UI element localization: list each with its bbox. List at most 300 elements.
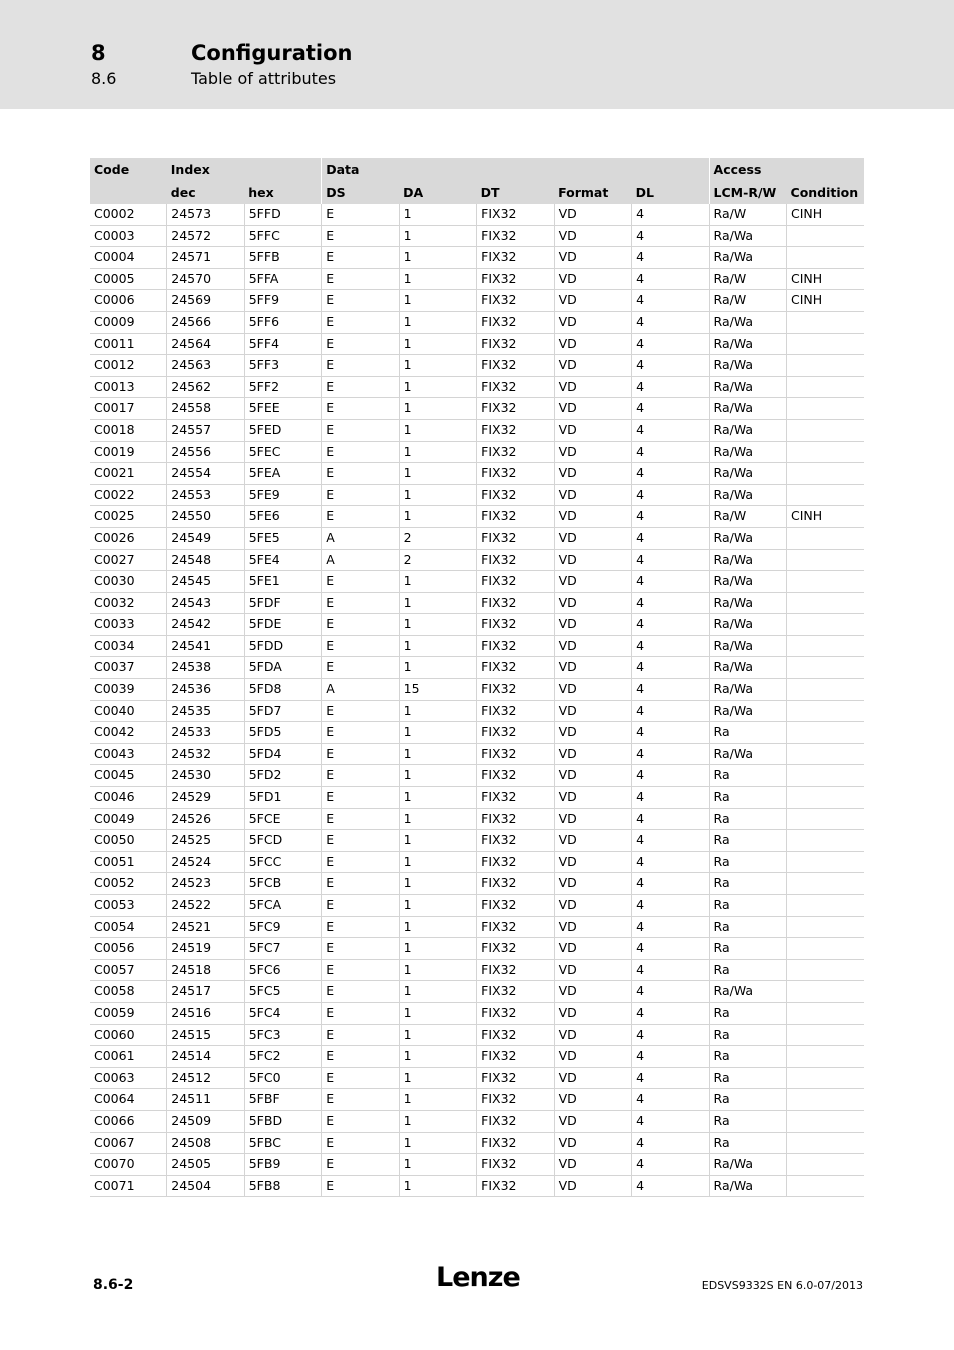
- cell-dec: 24518: [167, 959, 244, 981]
- cell-dt: FIX32: [477, 1110, 554, 1132]
- table-sub-header-row: [90, 181, 864, 204]
- cell-ds: E: [322, 247, 399, 269]
- cell-format: VD: [554, 679, 631, 701]
- cell-format: VD: [554, 268, 631, 290]
- cell-dl: 4: [632, 916, 709, 938]
- cell-dec: 24509: [167, 1110, 244, 1132]
- cell-dt: FIX32: [477, 614, 554, 636]
- cell-dl: 4: [632, 1067, 709, 1089]
- cell-dl: 4: [632, 506, 709, 528]
- cell-format: VD: [554, 1067, 631, 1089]
- cell-lcm-rw: Ra: [709, 895, 786, 917]
- cell-format: VD: [554, 1175, 631, 1197]
- cell-dt: FIX32: [477, 1046, 554, 1068]
- cell-hex: 5FDA: [244, 657, 321, 679]
- table-row: [90, 527, 864, 549]
- cell-dt: FIX32: [477, 938, 554, 960]
- cell-ds: E: [322, 355, 399, 377]
- cell-dt: FIX32: [477, 311, 554, 333]
- cell-dec: 24572: [167, 225, 244, 247]
- cell-hex: 5FCA: [244, 895, 321, 917]
- header-data-spacer: [554, 158, 631, 181]
- cell-condition: [787, 398, 864, 420]
- cell-hex: 5FC2: [244, 1046, 321, 1068]
- cell-condition: [787, 1154, 864, 1176]
- cell-format: VD: [554, 830, 631, 852]
- cell-dec: 24516: [167, 1002, 244, 1024]
- cell-format: VD: [554, 895, 631, 917]
- cell-ds: E: [322, 787, 399, 809]
- cell-ds: E: [322, 765, 399, 787]
- cell-dec: 24521: [167, 916, 244, 938]
- cell-ds: E: [322, 592, 399, 614]
- cell-code: C0060: [90, 1024, 167, 1046]
- cell-dl: 4: [632, 808, 709, 830]
- cell-lcm-rw: Ra/W: [709, 506, 786, 528]
- cell-hex: 5FCE: [244, 808, 321, 830]
- cell-lcm-rw: Ra/Wa: [709, 1175, 786, 1197]
- cell-dt: FIX32: [477, 1024, 554, 1046]
- cell-lcm-rw: Ra/W: [709, 290, 786, 312]
- cell-hex: 5FC5: [244, 981, 321, 1003]
- cell-da: 1: [399, 419, 476, 441]
- cell-dec: 24505: [167, 1154, 244, 1176]
- header-band: [0, 0, 954, 109]
- table-row: [90, 1002, 864, 1024]
- cell-dt: FIX32: [477, 247, 554, 269]
- document-reference: EDSVS9332S EN 6.0-07/2013: [701, 1279, 863, 1292]
- cell-dt: FIX32: [477, 484, 554, 506]
- cell-dl: 4: [632, 1046, 709, 1068]
- cell-lcm-rw: Ra: [709, 1089, 786, 1111]
- cell-condition: [787, 1046, 864, 1068]
- table-row: [90, 311, 864, 333]
- cell-lcm-rw: Ra/Wa: [709, 743, 786, 765]
- cell-lcm-rw: Ra: [709, 787, 786, 809]
- cell-condition: [787, 549, 864, 571]
- cell-dec: 24556: [167, 441, 244, 463]
- table-row: [90, 419, 864, 441]
- cell-da: 1: [399, 981, 476, 1003]
- cell-code: C0067: [90, 1132, 167, 1154]
- table-row: [90, 808, 864, 830]
- cell-dec: 24570: [167, 268, 244, 290]
- cell-dec: 24535: [167, 700, 244, 722]
- cell-condition: [787, 1089, 864, 1111]
- table-row: [90, 938, 864, 960]
- cell-condition: [787, 959, 864, 981]
- table-row: [90, 225, 864, 247]
- cell-format: VD: [554, 419, 631, 441]
- chapter-number: 8: [91, 41, 106, 65]
- table-row: [90, 204, 864, 225]
- cell-da: 1: [399, 441, 476, 463]
- cell-ds: A: [322, 549, 399, 571]
- subheader-hex: hex: [244, 181, 321, 204]
- cell-lcm-rw: Ra: [709, 765, 786, 787]
- subheader-dec: dec: [167, 181, 244, 204]
- cell-format: VD: [554, 938, 631, 960]
- cell-dt: FIX32: [477, 1089, 554, 1111]
- cell-format: VD: [554, 851, 631, 873]
- table-row: [90, 333, 864, 355]
- cell-da: 1: [399, 398, 476, 420]
- cell-dt: FIX32: [477, 1175, 554, 1197]
- cell-condition: [787, 376, 864, 398]
- cell-ds: E: [322, 1175, 399, 1197]
- cell-lcm-rw: Ra/Wa: [709, 311, 786, 333]
- cell-code: C0043: [90, 743, 167, 765]
- cell-condition: [787, 895, 864, 917]
- cell-lcm-rw: Ra: [709, 1002, 786, 1024]
- cell-format: VD: [554, 1132, 631, 1154]
- cell-dt: FIX32: [477, 463, 554, 485]
- cell-code: C0018: [90, 419, 167, 441]
- cell-dl: 4: [632, 290, 709, 312]
- cell-hex: 5FD5: [244, 722, 321, 744]
- cell-dl: 4: [632, 851, 709, 873]
- cell-dl: 4: [632, 333, 709, 355]
- cell-condition: [787, 722, 864, 744]
- cell-dec: 24545: [167, 571, 244, 593]
- cell-condition: [787, 657, 864, 679]
- cell-hex: 5FFA: [244, 268, 321, 290]
- cell-code: C0070: [90, 1154, 167, 1176]
- cell-format: VD: [554, 614, 631, 636]
- cell-ds: E: [322, 700, 399, 722]
- cell-ds: E: [322, 398, 399, 420]
- cell-dt: FIX32: [477, 376, 554, 398]
- cell-dt: FIX32: [477, 1154, 554, 1176]
- cell-dl: 4: [632, 700, 709, 722]
- cell-condition: [787, 1110, 864, 1132]
- cell-code: C0017: [90, 398, 167, 420]
- cell-da: 1: [399, 959, 476, 981]
- cell-condition: [787, 1132, 864, 1154]
- cell-dt: FIX32: [477, 441, 554, 463]
- cell-dt: FIX32: [477, 635, 554, 657]
- cell-da: 1: [399, 808, 476, 830]
- cell-code: C0011: [90, 333, 167, 355]
- cell-ds: E: [322, 268, 399, 290]
- cell-dec: 24526: [167, 808, 244, 830]
- cell-lcm-rw: Ra/Wa: [709, 700, 786, 722]
- cell-dec: 24563: [167, 355, 244, 377]
- cell-hex: 5FB8: [244, 1175, 321, 1197]
- table-row: [90, 851, 864, 873]
- table-row: [90, 873, 864, 895]
- cell-hex: 5FBC: [244, 1132, 321, 1154]
- cell-ds: A: [322, 679, 399, 701]
- cell-dec: 24517: [167, 981, 244, 1003]
- cell-ds: E: [322, 873, 399, 895]
- cell-dec: 24533: [167, 722, 244, 744]
- table-row: [90, 614, 864, 636]
- cell-da: 1: [399, 311, 476, 333]
- cell-code: C0056: [90, 938, 167, 960]
- cell-condition: [787, 225, 864, 247]
- cell-hex: 5FC9: [244, 916, 321, 938]
- cell-da: 1: [399, 938, 476, 960]
- cell-lcm-rw: Ra/Wa: [709, 614, 786, 636]
- cell-dl: 4: [632, 204, 709, 225]
- cell-code: C0030: [90, 571, 167, 593]
- cell-dl: 4: [632, 419, 709, 441]
- cell-condition: [787, 873, 864, 895]
- cell-dec: 24550: [167, 506, 244, 528]
- cell-format: VD: [554, 873, 631, 895]
- cell-hex: 5FCD: [244, 830, 321, 852]
- cell-ds: E: [322, 225, 399, 247]
- cell-da: 1: [399, 1067, 476, 1089]
- cell-da: 1: [399, 743, 476, 765]
- cell-dt: FIX32: [477, 506, 554, 528]
- cell-condition: [787, 484, 864, 506]
- cell-format: VD: [554, 355, 631, 377]
- cell-da: 1: [399, 1110, 476, 1132]
- cell-dl: 4: [632, 247, 709, 269]
- cell-ds: A: [322, 527, 399, 549]
- header-access: Access: [709, 158, 786, 181]
- subheader-dt: DT: [477, 181, 554, 204]
- cell-code: C0012: [90, 355, 167, 377]
- cell-dec: 24512: [167, 1067, 244, 1089]
- cell-dl: 4: [632, 484, 709, 506]
- cell-format: VD: [554, 549, 631, 571]
- table-row: [90, 592, 864, 614]
- cell-format: VD: [554, 1002, 631, 1024]
- cell-dt: FIX32: [477, 1067, 554, 1089]
- cell-dt: FIX32: [477, 722, 554, 744]
- cell-dec: 24554: [167, 463, 244, 485]
- cell-format: VD: [554, 916, 631, 938]
- cell-dec: 24524: [167, 851, 244, 873]
- cell-dec: 24543: [167, 592, 244, 614]
- cell-code: C0021: [90, 463, 167, 485]
- table-row: [90, 247, 864, 269]
- cell-code: C0050: [90, 830, 167, 852]
- cell-dec: 24541: [167, 635, 244, 657]
- cell-code: C0053: [90, 895, 167, 917]
- table-row: [90, 981, 864, 1003]
- header-data-spacer: [399, 158, 476, 181]
- cell-lcm-rw: Ra: [709, 1067, 786, 1089]
- cell-format: VD: [554, 722, 631, 744]
- cell-ds: E: [322, 916, 399, 938]
- cell-hex: 5FEA: [244, 463, 321, 485]
- table-row: [90, 679, 864, 701]
- cell-lcm-rw: Ra/Wa: [709, 635, 786, 657]
- cell-ds: E: [322, 1154, 399, 1176]
- cell-dl: 4: [632, 614, 709, 636]
- cell-hex: 5FF2: [244, 376, 321, 398]
- cell-hex: 5FDF: [244, 592, 321, 614]
- table-row: [90, 571, 864, 593]
- cell-condition: [787, 743, 864, 765]
- cell-lcm-rw: Ra/Wa: [709, 398, 786, 420]
- cell-lcm-rw: Ra/Wa: [709, 419, 786, 441]
- table-row: [90, 506, 864, 528]
- cell-lcm-rw: Ra/Wa: [709, 592, 786, 614]
- cell-code: C0039: [90, 679, 167, 701]
- cell-dl: 4: [632, 787, 709, 809]
- cell-lcm-rw: Ra: [709, 830, 786, 852]
- cell-da: 1: [399, 1046, 476, 1068]
- cell-lcm-rw: Ra/Wa: [709, 247, 786, 269]
- subheader-da: DA: [399, 181, 476, 204]
- cell-da: 1: [399, 484, 476, 506]
- cell-da: 1: [399, 463, 476, 485]
- cell-condition: [787, 1175, 864, 1197]
- cell-dec: 24542: [167, 614, 244, 636]
- cell-dec: 24553: [167, 484, 244, 506]
- cell-dl: 4: [632, 1024, 709, 1046]
- table-row: [90, 355, 864, 377]
- cell-da: 1: [399, 787, 476, 809]
- cell-dt: FIX32: [477, 355, 554, 377]
- cell-condition: [787, 355, 864, 377]
- cell-code: C0013: [90, 376, 167, 398]
- subheader-lcm-rw: LCM-R/W: [709, 181, 786, 204]
- cell-condition: [787, 808, 864, 830]
- cell-hex: 5FD1: [244, 787, 321, 809]
- cell-format: VD: [554, 247, 631, 269]
- cell-code: C0006: [90, 290, 167, 312]
- chapter-title: Configuration: [191, 41, 353, 65]
- cell-format: VD: [554, 1154, 631, 1176]
- cell-format: VD: [554, 743, 631, 765]
- cell-dt: FIX32: [477, 549, 554, 571]
- cell-code: C0037: [90, 657, 167, 679]
- cell-da: 1: [399, 765, 476, 787]
- cell-da: 1: [399, 851, 476, 873]
- cell-da: 1: [399, 657, 476, 679]
- cell-code: C0054: [90, 916, 167, 938]
- table-row: [90, 916, 864, 938]
- cell-condition: [787, 1002, 864, 1024]
- cell-dec: 24566: [167, 311, 244, 333]
- cell-format: VD: [554, 765, 631, 787]
- subheader-code-spacer: [90, 181, 167, 204]
- cell-code: C0045: [90, 765, 167, 787]
- cell-dec: 24548: [167, 549, 244, 571]
- cell-condition: [787, 787, 864, 809]
- cell-code: C0027: [90, 549, 167, 571]
- cell-ds: E: [322, 419, 399, 441]
- cell-dec: 24525: [167, 830, 244, 852]
- cell-code: C0019: [90, 441, 167, 463]
- cell-dec: 24557: [167, 419, 244, 441]
- cell-dec: 24538: [167, 657, 244, 679]
- cell-condition: [787, 765, 864, 787]
- cell-format: VD: [554, 441, 631, 463]
- cell-dec: 24514: [167, 1046, 244, 1068]
- cell-lcm-rw: Ra/Wa: [709, 657, 786, 679]
- cell-dec: 24571: [167, 247, 244, 269]
- cell-code: C0061: [90, 1046, 167, 1068]
- cell-dec: 24532: [167, 743, 244, 765]
- table-row: [90, 787, 864, 809]
- cell-da: 2: [399, 549, 476, 571]
- cell-lcm-rw: Ra/W: [709, 268, 786, 290]
- cell-condition: [787, 830, 864, 852]
- table-row: [90, 441, 864, 463]
- cell-lcm-rw: Ra/Wa: [709, 679, 786, 701]
- cell-hex: 5FBD: [244, 1110, 321, 1132]
- cell-ds: E: [322, 657, 399, 679]
- cell-hex: 5FD4: [244, 743, 321, 765]
- cell-lcm-rw: Ra/Wa: [709, 527, 786, 549]
- cell-condition: [787, 333, 864, 355]
- cell-dt: FIX32: [477, 851, 554, 873]
- cell-condition: [787, 851, 864, 873]
- cell-format: VD: [554, 225, 631, 247]
- cell-ds: E: [322, 959, 399, 981]
- cell-hex: 5FF6: [244, 311, 321, 333]
- cell-code: C0066: [90, 1110, 167, 1132]
- cell-da: 1: [399, 333, 476, 355]
- table-row: [90, 1046, 864, 1068]
- cell-format: VD: [554, 1089, 631, 1111]
- cell-format: VD: [554, 290, 631, 312]
- table-row: [90, 398, 864, 420]
- cell-dt: FIX32: [477, 592, 554, 614]
- lenze-logo: Lenze: [436, 1262, 520, 1293]
- cell-dl: 4: [632, 1154, 709, 1176]
- cell-dt: FIX32: [477, 787, 554, 809]
- cell-format: VD: [554, 398, 631, 420]
- table-row: [90, 657, 864, 679]
- cell-ds: E: [322, 981, 399, 1003]
- cell-hex: 5FFD: [244, 204, 321, 225]
- cell-format: VD: [554, 333, 631, 355]
- cell-hex: 5FF4: [244, 333, 321, 355]
- cell-lcm-rw: Ra/Wa: [709, 549, 786, 571]
- cell-condition: [787, 635, 864, 657]
- cell-code: C0046: [90, 787, 167, 809]
- cell-da: 1: [399, 635, 476, 657]
- cell-ds: E: [322, 1067, 399, 1089]
- cell-format: VD: [554, 657, 631, 679]
- cell-dl: 4: [632, 311, 709, 333]
- cell-ds: E: [322, 635, 399, 657]
- cell-format: VD: [554, 204, 631, 225]
- cell-da: 1: [399, 225, 476, 247]
- cell-da: 1: [399, 830, 476, 852]
- cell-condition: [787, 916, 864, 938]
- table-row: [90, 635, 864, 657]
- subheader-dl: DL: [632, 181, 709, 204]
- cell-condition: [787, 441, 864, 463]
- cell-ds: E: [322, 506, 399, 528]
- table-row: [90, 290, 864, 312]
- cell-hex: 5FF9: [244, 290, 321, 312]
- table-row: [90, 895, 864, 917]
- cell-format: VD: [554, 700, 631, 722]
- cell-dl: 4: [632, 895, 709, 917]
- cell-dl: 4: [632, 1110, 709, 1132]
- cell-ds: E: [322, 614, 399, 636]
- cell-lcm-rw: Ra: [709, 1046, 786, 1068]
- cell-hex: 5FC6: [244, 959, 321, 981]
- cell-dl: 4: [632, 571, 709, 593]
- cell-hex: 5FD2: [244, 765, 321, 787]
- table-row: [90, 463, 864, 485]
- cell-condition: [787, 592, 864, 614]
- cell-lcm-rw: Ra: [709, 1110, 786, 1132]
- cell-condition: CINH: [787, 268, 864, 290]
- cell-dt: FIX32: [477, 204, 554, 225]
